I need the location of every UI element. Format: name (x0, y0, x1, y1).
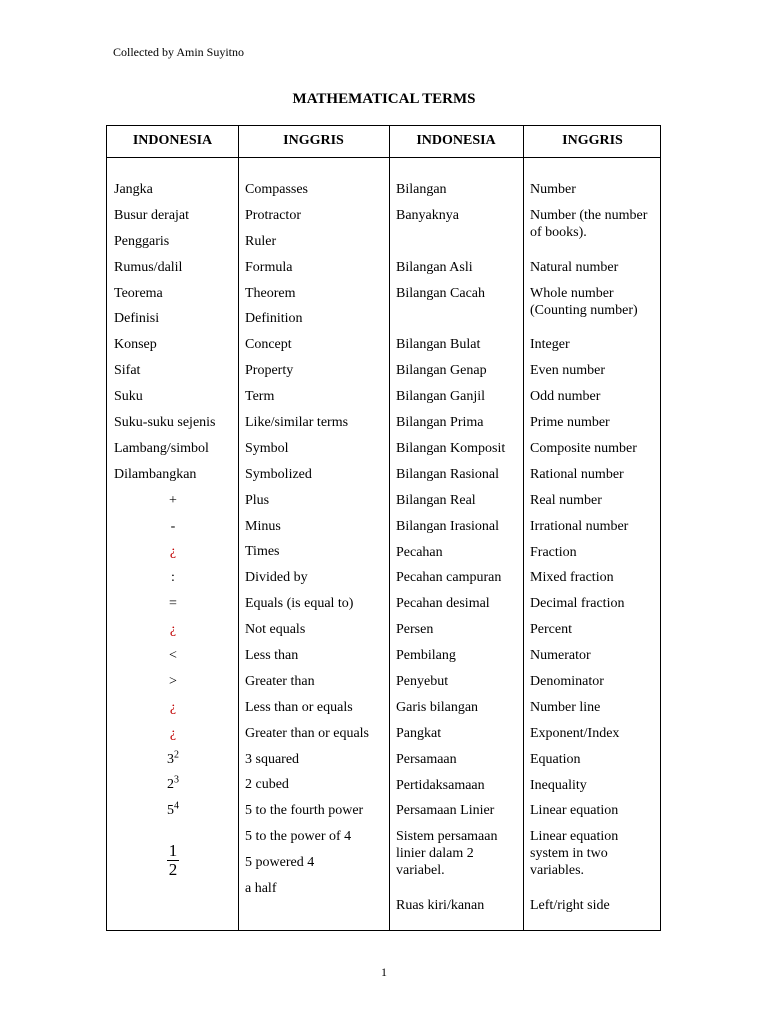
table-cell: Bilangan Ganjil (396, 389, 486, 405)
plus-symbol: + (169, 492, 177, 508)
table-cell: Like/similar terms (245, 415, 349, 431)
header-indonesia-1: INDONESIA (132, 133, 213, 148)
less-equal-symbol: ¿ (169, 699, 177, 715)
table-cell: Sifat (114, 363, 141, 379)
table-cell: Term (245, 389, 275, 405)
table-cell: Number line (530, 699, 601, 715)
squared-expression (114, 748, 232, 777)
cubed-expression (114, 776, 232, 802)
table-cell: Persen (396, 622, 434, 638)
table-cell: Natural number (530, 259, 619, 275)
table-cell: Ruler (245, 233, 277, 249)
table-cell: Equals (is equal to) (245, 596, 354, 612)
table-cell: Persamaan (396, 751, 457, 767)
col-indonesia-1 (114, 181, 236, 880)
fraction-numerator: 1 (168, 841, 178, 861)
table-cell: Suku (114, 389, 143, 405)
equals-symbol: = (169, 596, 177, 612)
table-cell: Inequality (530, 777, 587, 793)
table-cell: Even number (530, 363, 606, 379)
table-cell: Bilangan Prima (396, 415, 484, 431)
exponent: 3 (174, 774, 179, 786)
table-cell: Plus (245, 492, 270, 508)
greater-than-symbol: > (169, 673, 177, 689)
table-cell: Property (245, 363, 294, 379)
table-cell: Jangka (114, 182, 153, 197)
table-cell: Dilambangkan (114, 466, 197, 482)
table-cell: Less than (245, 648, 299, 664)
table-cell: Penggaris (114, 233, 170, 249)
header-inggris-2: INGGRIS (562, 133, 623, 148)
col-inggris-2 (530, 181, 658, 923)
table-cell: Exponent/Index (530, 725, 620, 741)
table-cell: Linear equation system in two variables. (530, 829, 619, 879)
table-cell: Formula (245, 259, 293, 275)
table-cell: 5 powered 4 (245, 855, 315, 871)
table-cell: Bilangan Bulat (396, 337, 481, 353)
table-cell: 2 cubed (245, 777, 289, 793)
table-cell: Busur derajat (114, 207, 190, 223)
times-symbol: ¿ (169, 544, 177, 560)
table-cell: Linear equation (530, 803, 619, 819)
not-equals-symbol: ¿ (169, 622, 177, 638)
base: 3 (167, 751, 174, 767)
table-cell: Minus (245, 518, 281, 534)
table-cell: Composite number (530, 440, 637, 456)
column-divider (523, 126, 524, 930)
table-cell: Irrational number (530, 518, 629, 534)
table-cell: Not equals (245, 622, 306, 638)
terms-table (106, 125, 661, 931)
table-cell: Ruas kiri/kanan (396, 898, 485, 914)
table-cell: Pembilang (396, 648, 456, 664)
table-cell: Concept (245, 337, 292, 353)
table-cell: Pecahan (396, 544, 443, 560)
table-cell: 5 to the power of 4 (245, 829, 352, 845)
greater-equal-symbol: ¿ (169, 725, 177, 741)
table-cell: Greater than (245, 673, 315, 689)
table-cell: Less than or equals (245, 699, 353, 715)
table-cell: Definisi (114, 311, 160, 327)
table-cell: Pecahan campuran (396, 570, 502, 586)
table-cell: Symbolized (245, 466, 312, 482)
col-inggris-1 (245, 181, 387, 906)
fourth-power-expression (114, 802, 232, 828)
table-cell: Bilangan Irasional (396, 518, 500, 534)
table-cell: Compasses (245, 182, 308, 197)
table-cell: Pecahan desimal (396, 596, 490, 612)
table-cell: Bilangan Asli (396, 259, 473, 275)
table-cell: Sistem persamaan linier dalam 2 variabel. (396, 829, 498, 879)
table-cell: Bilangan Komposit (396, 440, 506, 456)
exponent: 4 (174, 800, 179, 812)
table-cell: Bilangan Cacah (396, 285, 486, 301)
table-cell: Bilangan Real (396, 492, 476, 508)
header-divider (107, 157, 660, 158)
table-cell: Percent (530, 622, 572, 638)
base: 2 (167, 777, 174, 793)
minus-symbol: - (170, 518, 176, 534)
page-title: MATHEMATICAL TERMS (292, 91, 476, 107)
table-cell: Garis bilangan (396, 699, 479, 715)
base: 5 (167, 803, 174, 819)
table-cell: Bilangan (396, 182, 447, 197)
half-fraction (114, 828, 232, 880)
table-cell: Teorema (114, 285, 163, 301)
table-cell: Konsep (114, 337, 157, 353)
table-cell: Divided by (245, 570, 308, 586)
table-cell: Lambang/simbol (114, 440, 209, 456)
fraction-denominator: 2 (168, 860, 178, 880)
table-cell: Persamaan Linier (396, 803, 495, 819)
table-cell: Pangkat (396, 725, 442, 741)
table-cell: Protractor (245, 207, 301, 223)
table-cell: Number (the number of books). (530, 207, 648, 240)
table-cell: Integer (530, 337, 570, 353)
table-cell: Penyebut (396, 673, 449, 689)
table-cell: Decimal fraction (530, 596, 625, 612)
table-cell: Bilangan Rasional (396, 466, 500, 482)
table-cell: Whole number (Counting number) (530, 285, 638, 318)
column-divider (238, 126, 239, 930)
table-cell: Fraction (530, 544, 577, 560)
table-cell: Mixed fraction (530, 570, 614, 586)
table-cell: Rumus/dalil (114, 259, 183, 275)
table-cell: Left/right side (530, 898, 610, 914)
table-cell: Number (530, 182, 576, 197)
header-inggris-1: INGGRIS (283, 133, 344, 148)
document-header: Collected by Amin Suyitno (113, 45, 244, 59)
table-cell: Banyaknya (396, 207, 459, 223)
divide-symbol: : (171, 570, 175, 586)
table-cell: Suku-suku sejenis (114, 415, 216, 431)
column-divider (389, 126, 390, 930)
less-than-symbol: < (169, 648, 177, 664)
table-cell: Real number (530, 492, 602, 508)
header-indonesia-2: INDONESIA (416, 133, 496, 148)
page-number: 1 (381, 965, 387, 979)
table-cell: Prime number (530, 415, 610, 431)
table-cell: Numerator (530, 648, 591, 664)
table-cell: Definition (245, 311, 303, 327)
table-cell: Denominator (530, 673, 604, 689)
table-cell: a half (245, 881, 277, 897)
table-cell: Symbol (245, 440, 289, 456)
table-cell: Greater than or equals (245, 725, 369, 741)
table-cell: Bilangan Genap (396, 363, 487, 379)
table-cell: 3 squared (245, 751, 300, 767)
table-cell: Equation (530, 751, 581, 767)
table-cell: Odd number (530, 389, 601, 405)
table-cell: Times (245, 544, 280, 560)
table-cell: Theorem (245, 285, 296, 301)
col-indonesia-2 (396, 181, 521, 923)
exponent: 2 (174, 748, 179, 760)
table-cell: Rational number (530, 466, 624, 482)
table-cell: Pertidaksamaan (396, 777, 485, 793)
table-cell: 5 to the fourth power (245, 803, 364, 819)
